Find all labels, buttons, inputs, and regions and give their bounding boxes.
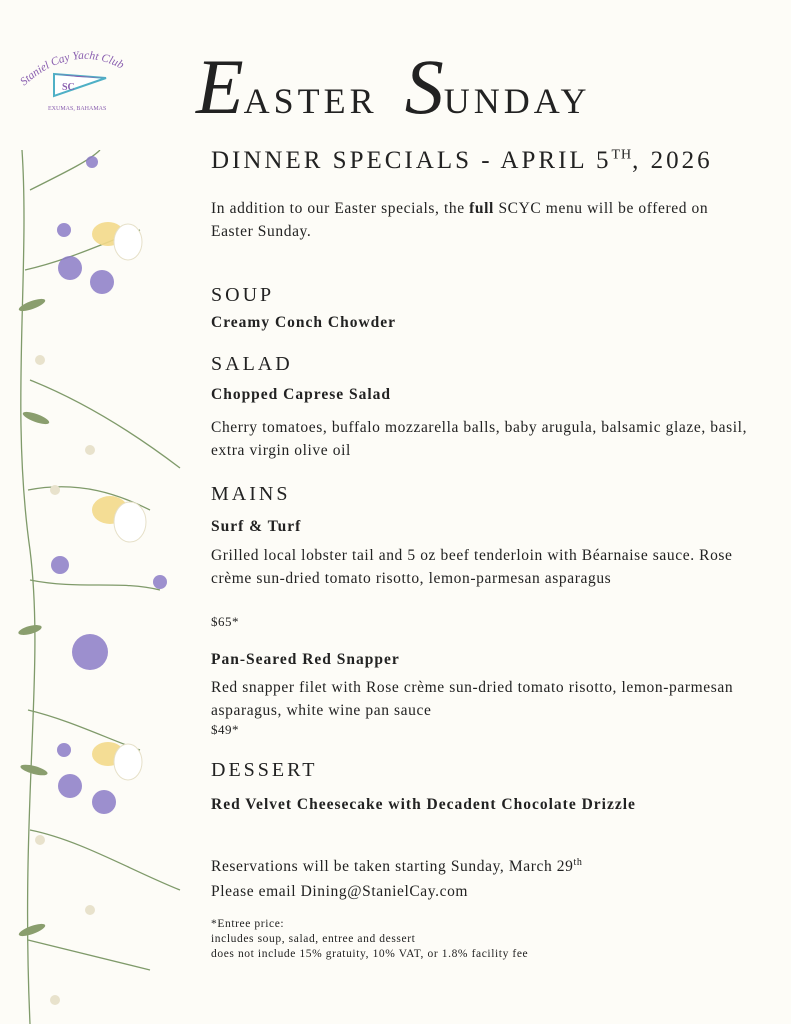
title-s-rest: UNDAY [443,81,591,121]
footnote-line2: includes soup, salad, entree and dessert [211,933,416,945]
reservations-info [211,850,583,904]
dessert-item: Red Velvet Cheesecake with Decadent Chocolate Drizzle [211,796,636,813]
price-footnote [211,917,528,962]
main-item-name: Surf & Turf [211,518,302,535]
logo-monogram: SC [62,82,75,93]
subtitle-year: , 2026 [632,147,713,174]
logo-location: EXUMAS, BAHAMAS [48,106,107,112]
footnote-line1: *Entree price: [211,918,285,930]
page-title [196,43,756,138]
footnote-line3: does not include 15% gratuity, 10% VAT, or 1.8% facility fee [211,948,529,960]
main-item-description: Grilled local lobster tail and 5 oz beef tenderloin with Béarnaise sauce. Rose crème sun-dried tomato risotto, lemon-parmesan asparagus [211,547,733,587]
main-item-price: $49* [211,722,239,737]
intro-before: In addition to our Easter specials, the [211,200,470,217]
section-heading-soup: SOUP [211,284,275,306]
reservations-line1-text: Reservations will be taken starting Sunday, March 29 [211,858,574,876]
salad-item: Chopped Caprese Salad [211,386,392,403]
intro-paragraph [211,197,751,243]
main-item-price: $65* [211,614,239,629]
section-heading-mains: MAINS [211,483,291,505]
title-e-rest: ASTER [243,81,378,121]
intro-bold: full [469,200,494,217]
title-e-initial: E [196,43,244,130]
reservations-line2: Please email Dining@StanielCay.com [211,883,469,901]
intro-after: SCYC menu will be offered on Easter Sunday. [211,200,709,240]
main-item-name: Pan-Seared Red Snapper [211,651,400,668]
floral-border-decoration [0,150,190,1024]
yacht-club-logo [14,44,144,124]
page-subtitle [211,147,713,175]
reservations-line1-sup: th [573,857,583,868]
main-item-description: Red snapper filet with Rose crème sun-dried tomato risotto, lemon-parmesan asparagus, white wine pan sauce [211,679,734,719]
subtitle-sup: TH [611,147,633,163]
yacht-club-logo-graphic [14,44,144,124]
logo-arc-text: Staniel Cay Yacht Club [18,49,126,89]
soup-item: Creamy Conch Chowder [211,314,397,331]
title-s-initial: S [404,43,444,130]
salad-description: Cherry tomatoes, buffalo mozzarella balls, baby arugula, balsamic glaze, basil, extra virgin olive oil [211,419,748,459]
reservations-line1 [211,850,583,879]
section-heading-dessert: DESSERT [211,759,318,781]
subtitle-main: DINNER SPECIALS - APRIL 5 [211,147,612,174]
section-heading-salad: SALAD [211,353,293,375]
